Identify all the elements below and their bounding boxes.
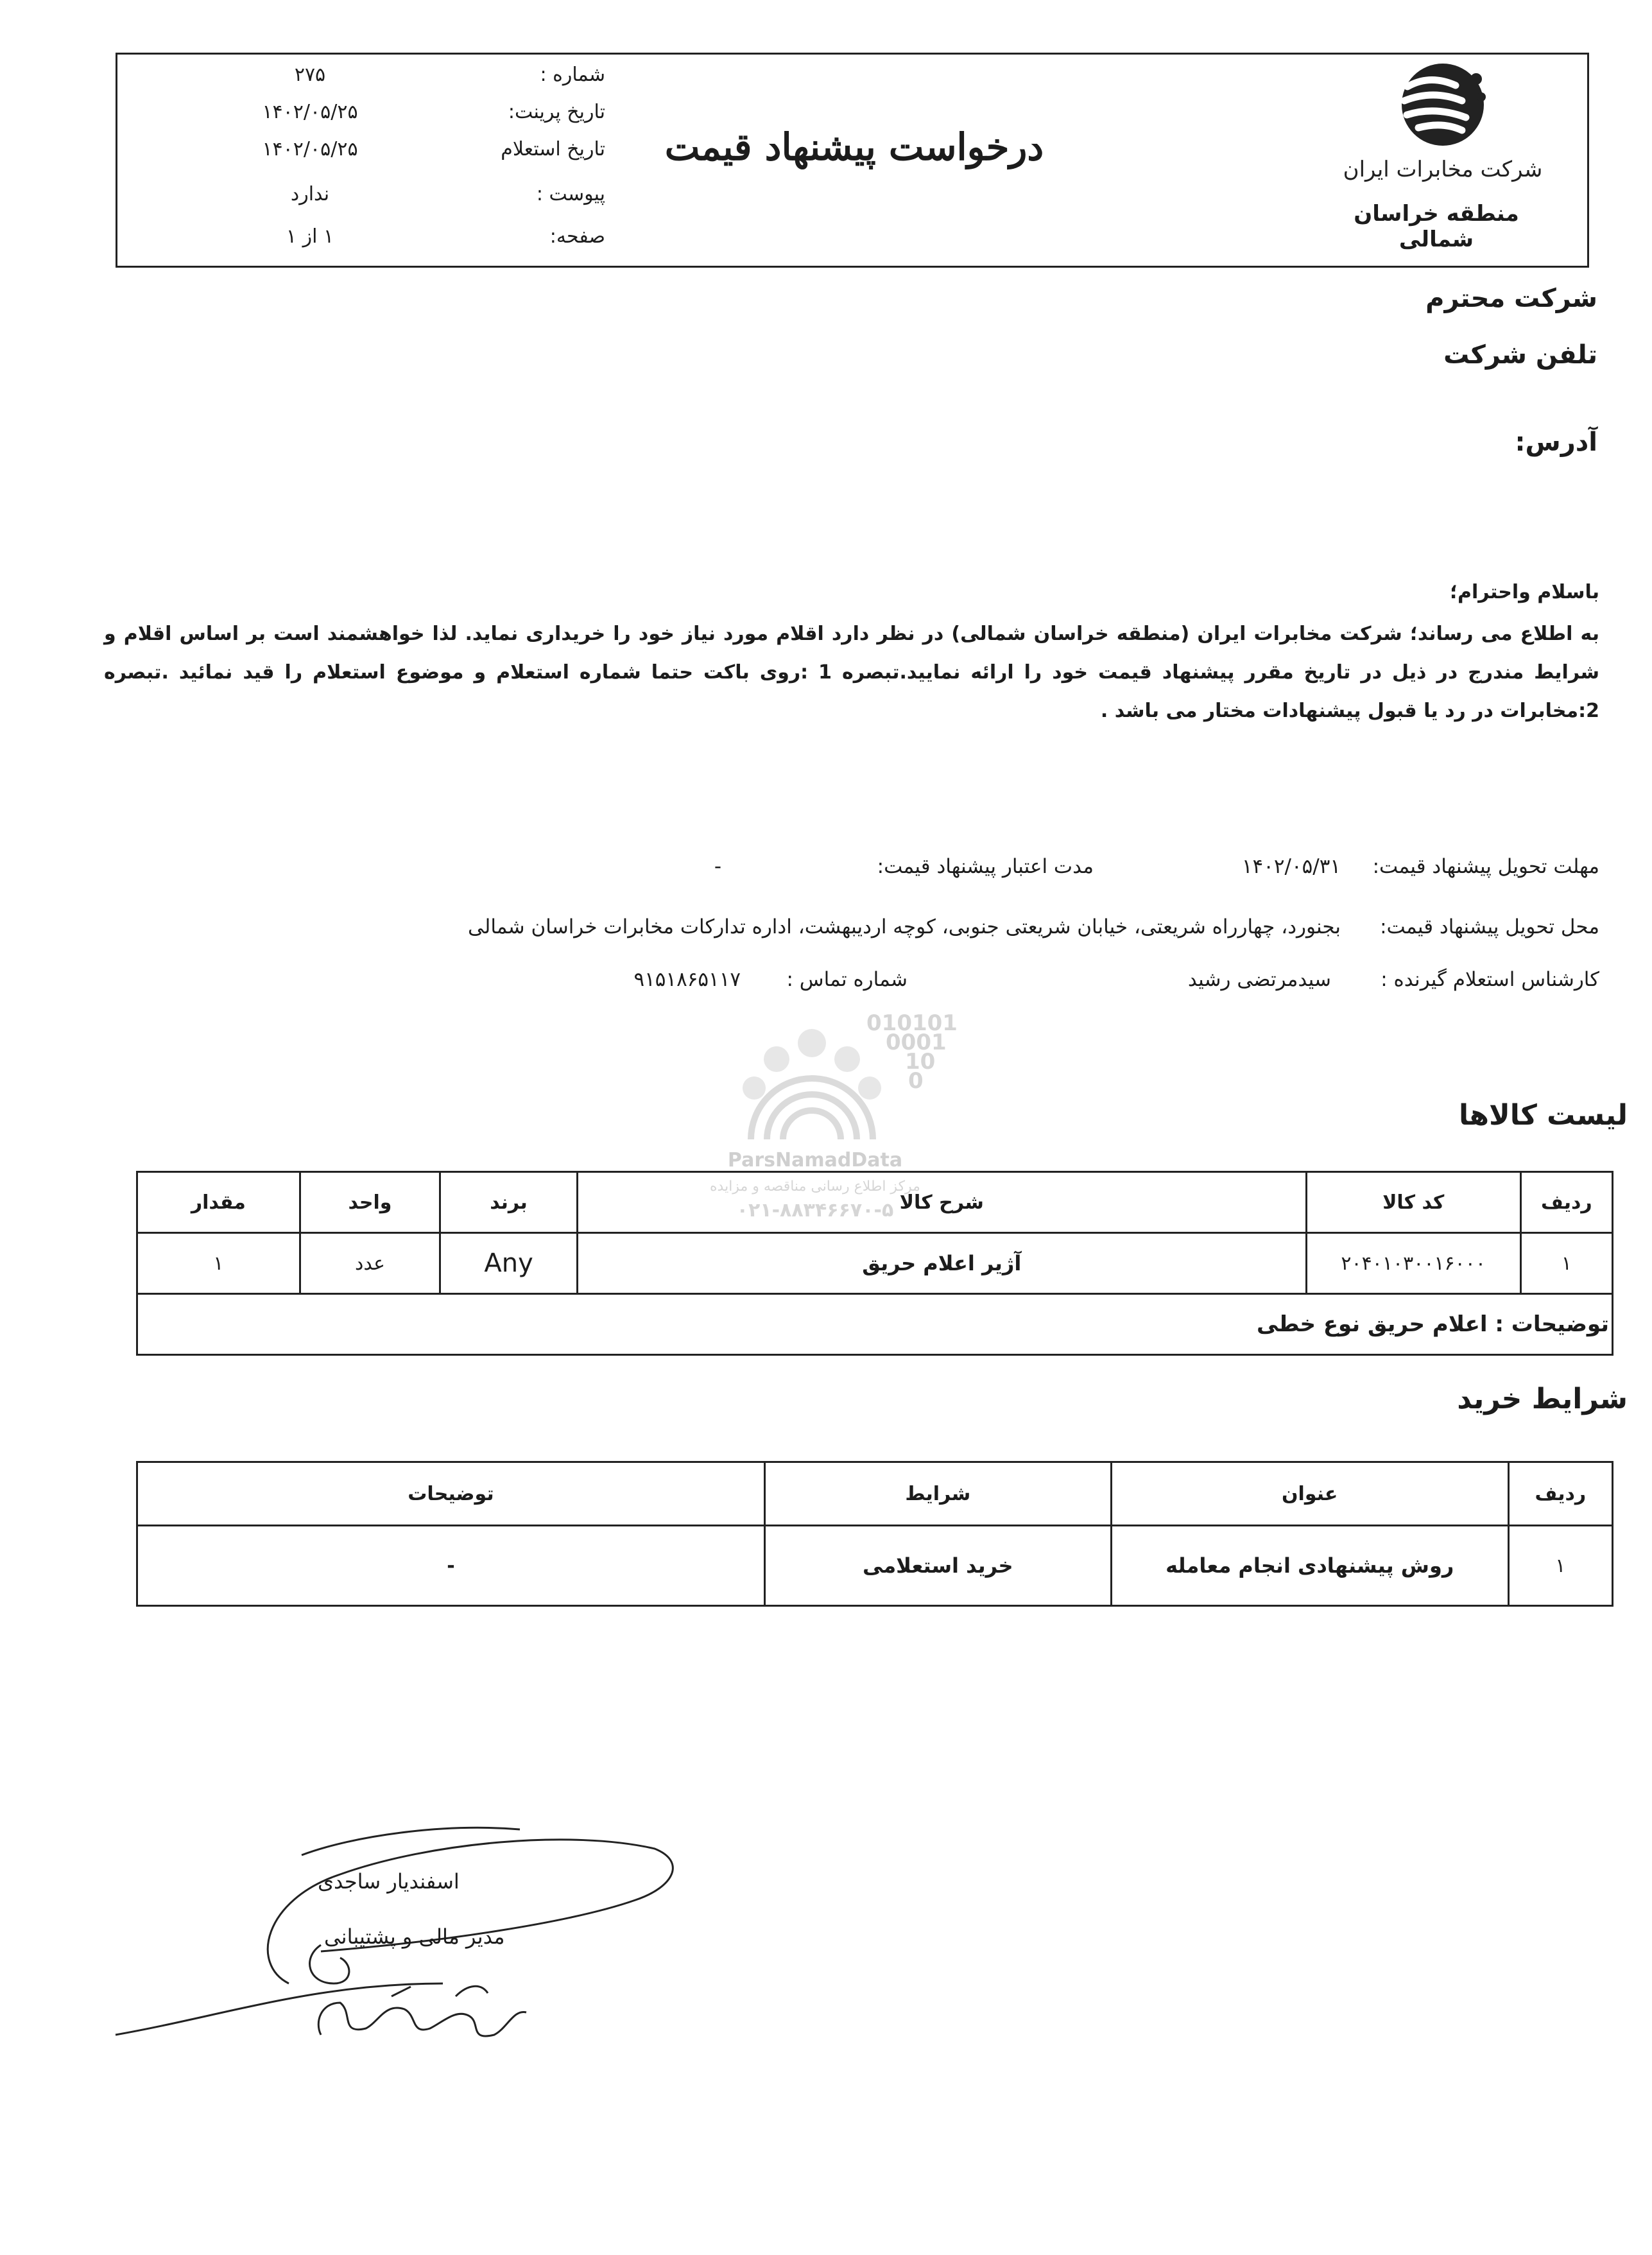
cell-quantity: ۱ — [137, 1233, 300, 1294]
cell-term-condition: خرید استعلامی — [764, 1526, 1111, 1606]
watermark-digits-2: 0001 — [886, 1030, 947, 1055]
contact-label: شماره تماس : — [786, 968, 908, 991]
document-title: درخواست پیشنهاد قیمت — [664, 125, 1044, 169]
col-header: کد کالا — [1306, 1172, 1520, 1233]
notes-row — [137, 1294, 1613, 1355]
col-header: برند — [440, 1172, 578, 1233]
cell-term-title: روش پیشنهادی انجام معامله — [1111, 1526, 1508, 1606]
col-header: ردیف — [1508, 1462, 1612, 1526]
watermark-digits-4: 0 — [908, 1068, 924, 1094]
cell-row-number: ۱ — [1508, 1526, 1612, 1606]
meta-page — [194, 225, 605, 261]
body-paragraph: به اطلاع می رساند؛ شرکت مخابرات ایران (منطقه خراسان شمالی) در نظر دارد اقلام مورد نیاز خود را خریداری نماید. لذا خواهشمند است بر اساس اقلام و شرایط مندرج در ذیل در تاریخ مقرر پیشنهاد قیمت خود را ارائه نمایید.تبصره 1 :روی باکت حتما شماره استعلام و موضوع استعلام را قید نمائید .تبصره 2:مخابرات در رد یا قبول پیشنهادات مختار می باشد . — [104, 623, 1599, 722]
validity-label: مدت اعتبار پیشنهاد قیمت: — [877, 855, 1094, 878]
cell-row-number: ۱ — [1520, 1233, 1612, 1294]
expert-label: کارشناس استعلام گیرنده : — [1381, 968, 1599, 991]
letterhead-box — [116, 53, 1589, 268]
signer-name: اسفندیار ساجدی — [318, 1869, 460, 1894]
meta-value: ندارد — [290, 183, 330, 205]
location-label: محل تحویل پیشنهاد قیمت: — [1380, 915, 1599, 938]
meta-label: صفحه: — [549, 225, 605, 248]
signature-drawing — [109, 1791, 738, 2054]
meta-inquiry-date — [194, 138, 605, 174]
cell-brand: Any — [440, 1233, 578, 1294]
cell-unit: عدد — [300, 1233, 440, 1294]
signer-title: مدیر مالی و پشتیبانی — [324, 1924, 505, 1949]
greeting: باسلام واحترام؛ — [1450, 581, 1599, 603]
terms-header-row — [137, 1462, 1613, 1526]
col-header: شرایط — [764, 1462, 1111, 1526]
recipient-address-label: آدرس: — [1515, 428, 1597, 457]
table-row — [137, 1526, 1613, 1606]
terms-section-title: شرایط خرید — [1457, 1383, 1628, 1415]
items-section-title: لیست کالاها — [1458, 1099, 1628, 1132]
meta-number — [194, 64, 605, 99]
watermark-digits-3: 10 — [905, 1049, 936, 1075]
meta-label: تاریخ استعلام — [501, 138, 605, 160]
meta-value: ۱۴۰۲/۰۵/۲۵ — [262, 101, 358, 123]
meta-attachment — [194, 183, 605, 219]
org-region: منطقه خراسان شمالی — [1354, 201, 1519, 252]
recipient-phone-label: تلفن شرکت — [1443, 340, 1597, 370]
meta-value: ۲۷۵ — [294, 64, 326, 86]
meta-label: پیوست : — [536, 183, 605, 205]
meta-label: تاریخ پرینت: — [508, 101, 605, 123]
contact-value: ۹۱۵۱۸۶۵۱۱۷ — [633, 968, 741, 991]
watermark-brand: ParsNamadData — [727, 1149, 903, 1171]
col-header: عنوان — [1111, 1462, 1508, 1526]
watermark-digits-1: 010101 — [866, 1010, 958, 1036]
deadline-label: مهلت تحویل پیشنهاد قیمت: — [1372, 855, 1599, 878]
validity-value: - — [714, 855, 721, 878]
cell-item-description: آژیر اعلام حریق — [577, 1233, 1306, 1294]
meta-print-date — [194, 101, 605, 137]
meta-value: ۱ از ۱ — [286, 225, 334, 248]
items-table — [136, 1171, 1613, 1356]
items-notes: توضیحات : اعلام حریق نوع خطی — [137, 1294, 1613, 1355]
recipient-company-label: شرکت محترم — [1425, 284, 1597, 313]
cell-term-notes: - — [137, 1526, 765, 1606]
watermark-phone: ۰۲۱-۸۸۳۴۶۶۷۰-۵ — [736, 1199, 894, 1222]
watermark-line: مرکز اطلاع رسانی مناقصه و مزایده — [710, 1179, 920, 1195]
col-header: توضیحات — [137, 1462, 765, 1526]
table-row — [137, 1233, 1613, 1294]
col-header: مقدار — [137, 1172, 300, 1233]
location-value: بجنورد، چهارراه شریعتی، خیابان شریعتی جنوبی، کوچه اردیبهشت، اداره تدارکات مخابرات خراسان شمالی — [468, 915, 1341, 938]
expert-value: سیدمرتضی رشید — [1187, 968, 1331, 991]
items-header-row — [137, 1172, 1613, 1233]
terms-table — [136, 1461, 1613, 1607]
cell-item-code: ۲۰۴۰۱۰۳۰۰۱۶۰۰۰ — [1306, 1233, 1520, 1294]
meta-label: شماره : — [540, 64, 605, 86]
col-header: واحد — [300, 1172, 440, 1233]
logo-lettering: شرکت مخابرات ایران — [1343, 157, 1543, 182]
col-header: شرح کالا — [577, 1172, 1306, 1233]
deadline-value: ۱۴۰۲/۰۵/۳۱ — [1241, 855, 1341, 878]
meta-value: ۱۴۰۲/۰۵/۲۵ — [262, 138, 358, 160]
col-header: ردیف — [1520, 1172, 1612, 1233]
